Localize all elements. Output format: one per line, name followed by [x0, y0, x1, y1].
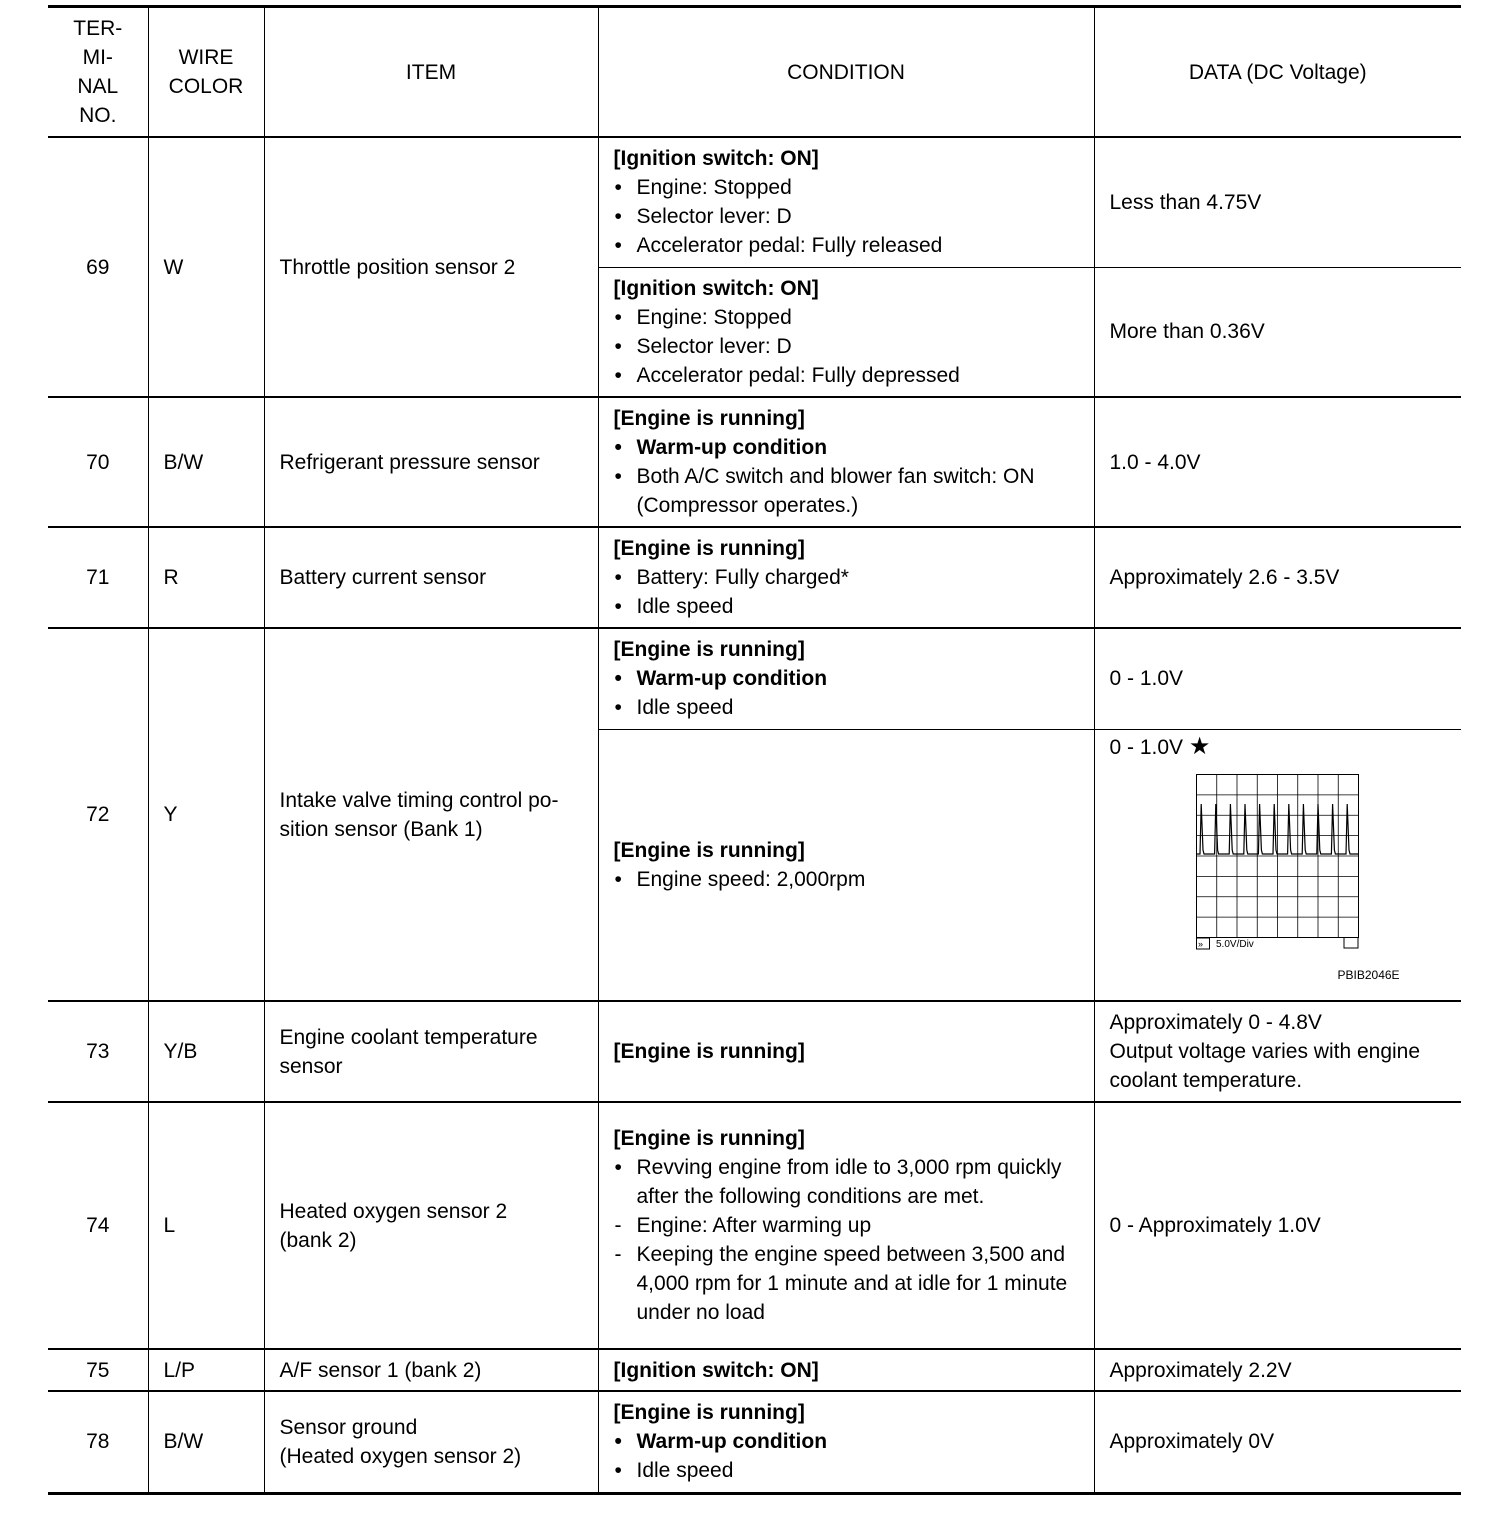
wire-color: B/W — [148, 1391, 264, 1493]
condition-cell: [Ignition switch: ON] — [598, 1349, 1094, 1391]
list-item: • Engine speed: 2,000rpm — [614, 865, 1094, 894]
list-item: • Accelerator pedal: Fully released — [614, 231, 1094, 260]
list-item: • Engine: Stopped — [614, 303, 1094, 332]
item-cell: Intake valve timing control po- sition sensor (Bank 1) — [264, 628, 598, 1001]
list-item: • Idle speed — [614, 693, 1094, 722]
wire-color: Y — [148, 628, 264, 1001]
list-item: • Warm-up condition — [614, 1427, 1094, 1456]
table-row-74 — [48, 1102, 1461, 1349]
data-cell: Approximately 0V — [1094, 1391, 1461, 1493]
wire-color: W — [148, 137, 264, 397]
header-terminal-no: TER- MI- NAL NO. — [48, 7, 148, 138]
list-item: - Keeping the engine speed between 3,500 and 4,000 rpm for 1 minute and at idle for 1 minute under no load — [614, 1240, 1094, 1327]
condition-cell: [Engine is running] • Warm-up condition • Both A/C switch and blower fan switch: ON (Compressor operates.) — [598, 397, 1094, 527]
terminal-no: 69 — [48, 137, 148, 397]
terminal-no: 70 — [48, 397, 148, 527]
data-cell: 0 - Approximately 1.0V — [1094, 1102, 1461, 1349]
table-row-73 — [48, 1001, 1461, 1102]
item-cell: A/F sensor 1 (bank 2) — [264, 1349, 598, 1391]
condition-cell: [Engine is running] • Battery: Fully charged* • Idle speed — [598, 527, 1094, 628]
scope-voltage-label: 0 - 1.0V ★ — [1109, 732, 1211, 760]
terminal-no: 71 — [48, 527, 148, 628]
item-cell: Sensor ground (Heated oxygen sensor 2) — [264, 1391, 598, 1493]
list-item: • Selector lever: D — [614, 202, 1094, 231]
table-row-72a — [48, 628, 1461, 729]
list-item: • Battery: Fully charged* — [614, 563, 1094, 592]
terminal-no: 73 — [48, 1001, 148, 1102]
wire-color: R — [148, 527, 264, 628]
header-condition: CONDITION — [598, 7, 1094, 138]
table-row-75 — [48, 1349, 1461, 1391]
condition-cell: [Engine is running] • Revving engine from idle to 3,000 rpm quickly after the following conditions are met. - Engine: After warming up - Keeping the engine speed between 3,500 and 4,000 rpm for 1 minute and at idle for 1 minute under no load — [598, 1102, 1094, 1349]
header-item: ITEM — [264, 7, 598, 138]
figure-reference: PBIB2046E — [1337, 967, 1400, 982]
item-cell: Throttle position sensor 2 — [264, 137, 598, 397]
item-cell: Heated oxygen sensor 2 (bank 2) — [264, 1102, 598, 1349]
wire-color: L/P — [148, 1349, 264, 1391]
table-row-69a — [48, 137, 1461, 267]
terminal-data-table — [48, 5, 1461, 1495]
item-cell: Refrigerant pressure sensor — [264, 397, 598, 527]
list-item: • Warm-up condition — [614, 664, 1094, 693]
terminal-no: 75 — [48, 1349, 148, 1391]
oscilloscope-figure — [1110, 730, 1462, 1000]
terminal-no: 74 — [48, 1102, 148, 1349]
condition-cell: [Ignition switch: ON] • Engine: Stopped • Selector lever: D • Accelerator pedal: Fully released — [598, 137, 1094, 267]
item-cell: Engine coolant temperature sensor — [264, 1001, 598, 1102]
scope-arrow-icon: » — [1197, 938, 1203, 949]
list-item: • Idle speed — [614, 1456, 1094, 1485]
list-item: • Idle speed — [614, 592, 1094, 621]
condition-cell: [Engine is running] • Warm-up condition • Idle speed — [598, 1391, 1094, 1493]
header-data: DATA (DC Voltage) — [1094, 7, 1461, 138]
list-item: • Both A/C switch and blower fan switch: ON (Compressor operates.) — [614, 462, 1094, 520]
oscilloscope-waveform — [1196, 774, 1362, 958]
scope-scale-label: 5.0V/Div — [1215, 938, 1254, 950]
data-cell: Approximately 0 - 4.8V Output voltage varies with engine coolant temperature. — [1094, 1001, 1461, 1102]
condition-cell: [Engine is running] • Warm-up condition • Idle speed — [598, 628, 1094, 729]
list-item: • Selector lever: D — [614, 332, 1094, 361]
condition-cell: [Engine is running] • Engine speed: 2,000rpm — [598, 729, 1094, 1001]
condition-cell: [Engine is running] — [598, 1001, 1094, 1102]
data-cell — [1094, 729, 1461, 1001]
terminal-no: 72 — [48, 628, 148, 1001]
data-cell: 1.0 - 4.0V — [1094, 397, 1461, 527]
table-row-70 — [48, 397, 1461, 527]
list-item: • Warm-up condition — [614, 433, 1094, 462]
scope-corner-mark — [1344, 938, 1358, 948]
star-icon: ★ — [1188, 732, 1211, 760]
terminal-no: 78 — [48, 1391, 148, 1493]
table-row-71 — [48, 527, 1461, 628]
data-cell: 0 - 1.0V — [1094, 628, 1461, 729]
data-cell: More than 0.36V — [1094, 267, 1461, 397]
list-item: • Revving engine from idle to 3,000 rpm quickly after the following conditions are met. — [614, 1153, 1094, 1211]
list-item: • Accelerator pedal: Fully depressed — [614, 361, 1094, 390]
wire-color: B/W — [148, 397, 264, 527]
condition-cell: [Ignition switch: ON] • Engine: Stopped • Selector lever: D • Accelerator pedal: Fully depressed — [598, 267, 1094, 397]
list-item: - Engine: After warming up — [614, 1211, 1094, 1240]
wire-color: Y/B — [148, 1001, 264, 1102]
wire-color: L — [148, 1102, 264, 1349]
table-row-78 — [48, 1391, 1461, 1493]
header-row — [48, 7, 1461, 138]
data-cell: Less than 4.75V — [1094, 137, 1461, 267]
data-cell: Approximately 2.6 - 3.5V — [1094, 527, 1461, 628]
data-cell: Approximately 2.2V — [1094, 1349, 1461, 1391]
item-cell: Battery current sensor — [264, 527, 598, 628]
list-item: • Engine: Stopped — [614, 173, 1094, 202]
header-wire-color: WIRE COLOR — [148, 7, 264, 138]
